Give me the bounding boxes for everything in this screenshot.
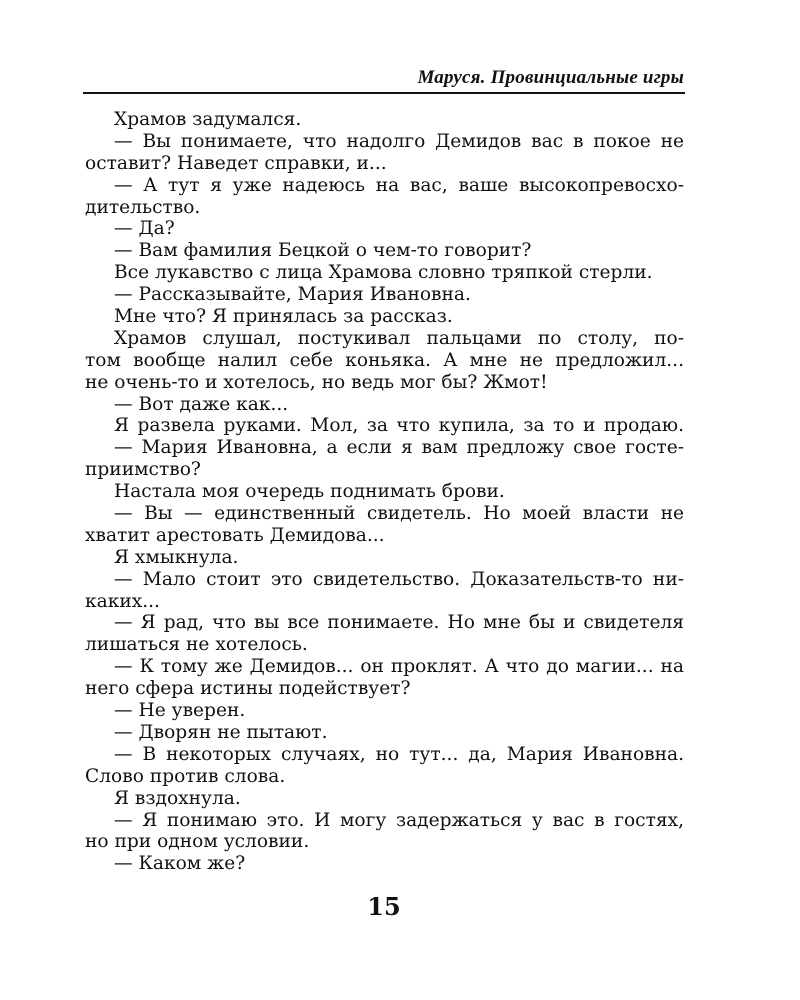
running-header: Маруся. Провинциальные игры: [417, 67, 684, 88]
text-line: — Вы понимаете, что надолго Демидов вас в покое не: [114, 130, 684, 152]
page-body: [85, 109, 684, 875]
text-line: Слово против слова.: [85, 765, 286, 787]
text-line: оставит? Наведет справки, и...: [85, 152, 387, 174]
text-line: — Вот даже как...: [114, 393, 289, 415]
text-line: — Рассказывайте, Мария Ивановна.: [114, 284, 471, 306]
text-line: — Не уверен.: [114, 700, 246, 722]
text-line: — Я понимаю это. И могу задержаться у вас в гостях,: [114, 809, 684, 831]
text-line: но при одном условии.: [85, 831, 310, 853]
text-line: том вообще налил себе коньяка. А мне не предложил...: [85, 349, 684, 371]
text-line: Мне что? Я принялась за рассказ.: [114, 306, 453, 328]
text-line: Я развела руками. Мол, за что купила, за то и продаю.: [114, 415, 684, 437]
text-line: Я хмыкнула.: [114, 546, 239, 568]
text-line: хватит арестовать Демидова...: [85, 524, 385, 546]
page-number: 15: [367, 892, 401, 921]
text-line: — К тому же Демидов... он проклят. А что до магии... на: [114, 656, 684, 678]
text-line: — Вы — единственный свидетель. Но моей власти не: [114, 503, 684, 525]
text-line: приимство?: [85, 459, 201, 481]
header-rule: [83, 92, 685, 94]
text-line: — Мало стоит это свидетельство. Доказательств-то ни-: [114, 568, 684, 590]
text-line: него сфера истины подействует?: [85, 678, 411, 700]
text-line: — Дворян не пытают.: [114, 721, 328, 743]
text-line: Настала моя очередь поднимать брови.: [114, 481, 505, 503]
text-line: дительство.: [85, 196, 201, 218]
text-line: — Вам фамилия Бецкой о чем-то говорит?: [114, 240, 532, 262]
text-line: — Я рад, что вы все понимаете. Но мне бы и свидетеля: [114, 612, 684, 634]
text-line: Все лукавство с лица Храмова словно тряпкой стерли.: [114, 262, 653, 284]
text-line: Я вздохнула.: [114, 787, 241, 809]
text-line: лишаться не хотелось.: [85, 634, 308, 656]
text-line: — В некоторых случаях, но тут... да, Мария Ивановна.: [114, 743, 684, 765]
text-line: — Да?: [114, 218, 175, 240]
text-line: — А тут я уже надеюсь на вас, ваше высокопревосхо-: [114, 174, 684, 196]
text-line: — Мария Ивановна, а если я вам предложу свое госте-: [114, 437, 684, 459]
text-line: каких...: [85, 590, 160, 612]
text-line: не очень-то и хотелось, но ведь мог бы? Жмот!: [85, 371, 548, 393]
text-line: Храмов задумался.: [114, 109, 302, 130]
text-line: Храмов слушал, постукивал пальцами по столу, по-: [114, 327, 684, 349]
text-line: — Каком же?: [114, 853, 246, 875]
